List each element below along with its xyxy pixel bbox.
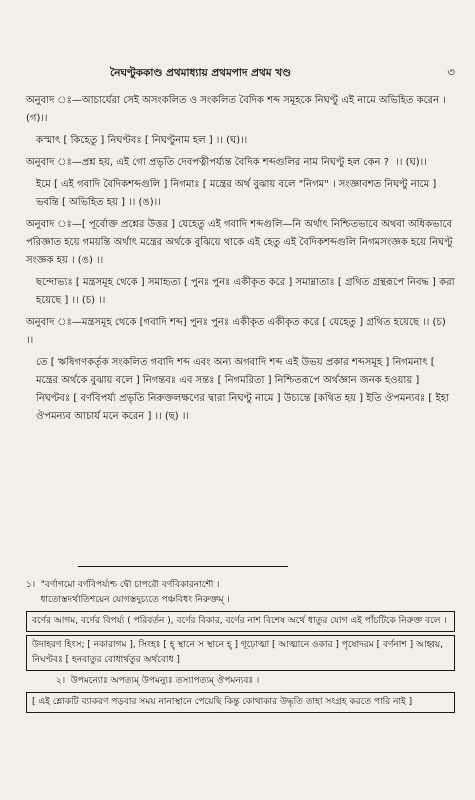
main-text (26, 92, 458, 430)
footnote-divider (78, 566, 288, 567)
paragraph: তে [ ঋষিগণকর্তৃক সংকলিত গবাদি শব্দ এবং অন্য অগবাদি শব্দ এই উভয় প্রকার শব্দসমূহ ] নিগমনাৎ [ মন্ত্রের অর্থকে বুঝায় বলে ] নিগন্তবঃ এব সন্তঃ [ নিগমরিতা ] নিশ্চিতরূপে অর্থজ্ঞান জনক হওয়ায় ] নিঘণ্টবঃ [ বর্ণবিপর্য্য প্রভৃতি নিরুক্তলক্ষণের দ্বারা নিঘণ্টু নামে ] উচ্যন্তে [কথিত হয় ] ইতি ঔপমন্যবঃ [ ইহা ঔপমন্যব আচার্য মনে করেন ] ।। (ছ) ।। (36, 357, 453, 422)
paragraph: অনুবাদ ঃ—প্রশ্ন হয়, এই গো প্রভৃতি দেবপত্নীপর্য্যন্ত বৈদিক শব্দগুলির নাম নিঘণ্টু হল কেন ? ।। (ঘ)।। (26, 157, 427, 168)
paragraph: কস্মাৎ [ কিহেতু ] নিঘণ্টবঃ [ নিঘণ্টুনাম হল ] ।। (ঘ)।। (36, 135, 248, 146)
paragraph: ইমে [ এই গবাদি বৈদিকশব্দগুলি ] নিগমাঃ [ মন্ত্রের অর্থ বুঝায় বলে "নিগম" । সংজ্ঞাবশত নিঘণ্টু নামে ] ভবন্তি [ অভিহিত হয় ] ।। (ঙ)।। (36, 179, 440, 208)
running-title: নৈঘণ্টুককাণ্ড প্রথমাধ্যায় প্রথমপাদ প্রথম খণ্ড (110, 67, 292, 79)
footnote-note: [ এই শ্লোকটি ব্যাকরণ পড়বার সময় নানাস্থানে পেয়েছি কিন্তু কোথাকার উদ্ধৃতি তাহা সংগ্রহ করতে পারি নাই ] (26, 692, 455, 713)
page-header (110, 66, 455, 82)
paragraph: ছন্দোভ্যঃ [ মন্ত্রসমূহ থেকে ] সমাহৃত্য [ পুনঃ পুনঃ একীকৃত করে ] সমাম্নাতাঃ [ গ্রথিত গ্রন্থরূপে নিবদ্ধ ] করা হয়েছে ] ।। (চ) ।। (36, 277, 458, 306)
paragraph: অনুবাদ ঃ—মন্ত্রসমূহ থেকে [গবাদি শব্দ] পুনঃ পুনঃ একীকৃত একীকৃত করে [ যেহেতু ] গ্রথিত হয়েছে ।। (চ) ।। (26, 317, 449, 346)
paragraph: অনুবাদ ঃ—[ পূর্বোক্ত প্রশ্নের উত্তর ] যেহেতু এই গবাদি শব্দগুলি—নি অর্থাৎ নিশ্চিতভাবে অথবা অধিকভাবে পরিজ্ঞাত হয়ে গময়ন্তি অর্থাৎ মন্ত্রের অর্থকে বুঝিয়ে থাকে এই হেতু এই বৈদিকশব্দগুলি নিগমসংজ্ঞক হয়ে নিঘণ্টু সংজ্ঞক হয় । (ঙ) ।। (26, 219, 456, 266)
paragraph: অনুবাদ ঃ—আচার্যেরা সেই অসংকলিত ও সংকলিত বৈদিক শব্দ সমূহকে নিঘণ্টু এই নামে অভিহিত করেন । (গ)।। (26, 95, 450, 124)
footnote-1: ১। "বর্ণাগমো বর্ণবিপর্য্যশ্চ দ্বৌ চাপরৌ বর্ণবিকারনাশৌ । ধাতোস্তদর্থাতিশয়েন যোগস্তদুচ্যতে পঞ্চবিধং নিরুক্তম্ । (26, 580, 230, 605)
footnotes (26, 578, 455, 716)
page-number: ৩ (447, 65, 455, 79)
footnote-1-translation: বর্ণের আগম, বর্ণের বিপর্য্য ( পরিবর্তন ), বর্ণের বিকার, বর্ণের নাশ বিশেষ অর্থে ধাতুর যোগ এই পাঁচটিকে নিরুক্ত বলে । (26, 611, 455, 632)
footnote-2: ২। উপমন্যোঃ অপত্যম্ উপমন্যুঃ তস্যাপত্যম্ ঔপমন্যবঃ । (56, 676, 260, 686)
footnote-1-examples: উদাহরণ হিংস; [ নকারাগম ], সিংহঃ [ হ্ স্থানে স স্থানে হ্ ] গূঢ়োত্মা [ আত্মানে ওকার ] পৃষোদরম [ বর্ণনাশ ] আহ্বয়, নিঘণ্টবঃ [ হনবাতুর বোধার্থতুর অর্থবোধ ] (26, 635, 455, 671)
